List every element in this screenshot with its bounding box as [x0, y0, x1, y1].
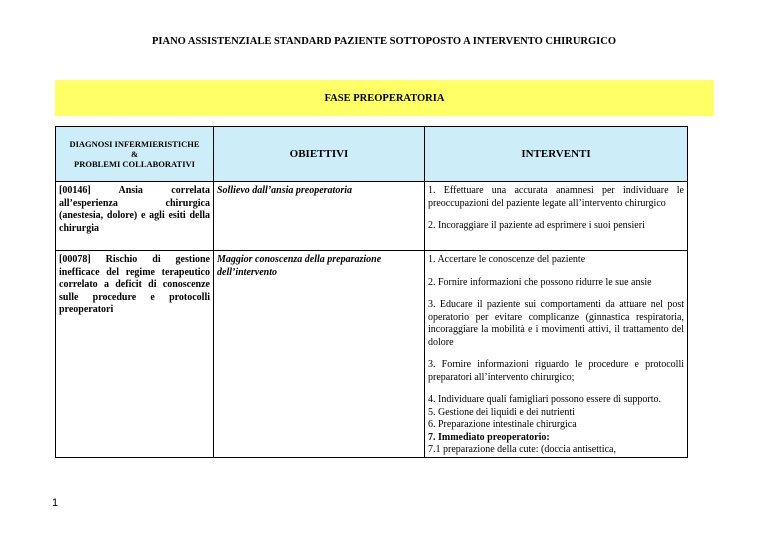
care-plan-table	[55, 126, 688, 458]
header-diagnosi	[56, 127, 214, 182]
intervento-item: 5. Gestione dei liquidi e dei nutrienti	[428, 406, 575, 418]
interventi-cell	[425, 182, 688, 251]
intervento-item: 2. Fornire informazioni che possono ridurre le sue ansie	[428, 276, 652, 288]
intervento-item: 6. Preparazione intestinale chirurgica	[428, 419, 577, 430]
table-header-row	[56, 127, 688, 182]
obiettivo-cell: Sollievo dall’ansia preoperatoria	[214, 182, 425, 251]
intervento-item: 7. Immediato preoperatorio:	[428, 431, 550, 443]
header-obiettivi: OBIETTIVI	[214, 127, 425, 182]
intervento-item: 3. Educare il paziente sui comportamenti da attuare nel post operatorio per evitare complicanze (ginnastica respiratoria, incoraggiare la mobilità e i movimenti attivi, il trattamento del dolore	[428, 299, 684, 348]
intervento-item: 1. Effettuare una accurata anamnesi per individuare le preoccupazioni del paziente legate all’intervento chirurgico	[428, 185, 684, 209]
intervento-item: 3. Fornire informazioni riguardo le procedure e protocolli preparatori all’intervento chirurgico;	[428, 359, 684, 383]
table-row	[56, 251, 688, 458]
diagnosi-cell: [00146] Ansia correlata all’esperienza chirurgica (anestesia, dolore) e agli esiti della chirurgia	[56, 182, 214, 251]
header-diagnosi-line1: DIAGNOSI INFERMIERISTICHE	[69, 139, 200, 149]
diagnosi-cell: [00078] Rischio di gestione inefficace del regime terapeutico correlato a deficit di conoscenze sulle procedure e protocolli preoperatori	[56, 251, 214, 458]
obiettivo-cell: Maggior conoscenza della preparazione dell’intervento	[214, 251, 425, 458]
page-number: 1	[52, 497, 59, 509]
table-row	[56, 182, 688, 251]
intervento-item: 2. Incoraggiare il paziente ad esprimere i suoi pensieri	[428, 220, 645, 231]
document-title: PIANO ASSISTENZIALE STANDARD PAZIENTE SOTTOPOSTO A INTERVENTO CHIRURGICO	[152, 36, 616, 47]
header-diagnosi-line3: PROBLEMI COLLABORATIVI	[74, 159, 195, 169]
header-diagnosi-line2: &	[130, 149, 139, 159]
intervento-item: 1. Accertare le conoscenze del paziente	[428, 254, 586, 265]
intervento-item: 4. Individuare quali famigliari possono essere di supporto.	[428, 394, 662, 405]
phase-title: FASE PREOPERATORIA	[324, 93, 445, 104]
interventi-cell	[425, 251, 688, 458]
header-interventi: INTERVENTI	[425, 127, 688, 182]
intervento-item: 7.1 preparazione della cute: (doccia antisettica,	[428, 444, 616, 455]
